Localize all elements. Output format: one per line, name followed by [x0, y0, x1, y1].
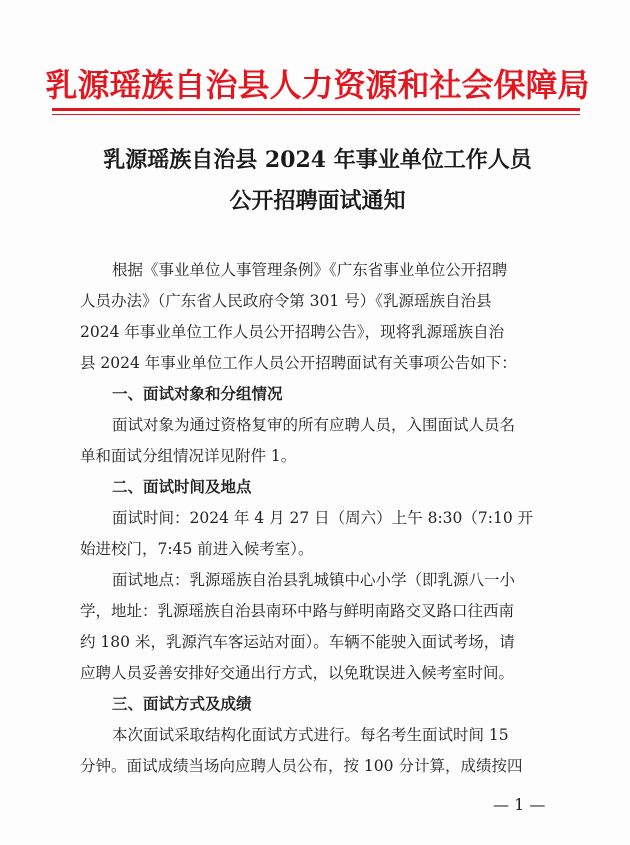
body-line: 应聘人员妥善安排好交通出行方式，以免耽误进入候考室时间。 — [80, 664, 515, 682]
body-line: 始进校门，7:45 前进入候考室）。 — [80, 540, 314, 558]
body-line: 分钟。面试成绩当场向应聘人员公布，按 100 分计算，成绩按四 — [80, 757, 523, 775]
page-number: — 1 — — [493, 795, 546, 814]
section-heading-3: 三、面试方式及成绩 — [112, 695, 252, 713]
section-heading-1: 一、面试对象和分组情况 — [112, 385, 283, 403]
body-line: 面试时间：2024 年 4 月 27 日（周六）上午 8:30（7:10 开 — [112, 509, 534, 527]
body-line: 学，地址：乳源瑶族自治县南环中路与鲜明南路交叉路口往西南 — [80, 602, 515, 620]
notice-title-line-1: 乳源瑶族自治县 2024 年事业单位工作人员 — [103, 147, 532, 173]
body-line: 面试对象为通过资格复审的所有应聘人员，入围面试人员名 — [112, 416, 516, 434]
body-line: 2024 年事业单位工作人员公开招聘公告》，现将乳源瑶族自治 — [80, 323, 505, 341]
body-line: 单和面试分组情况详见附件 1。 — [80, 447, 297, 465]
body-line: 人员办法》（广东省人民政府令第 301 号）《乳源瑶族自治县 — [80, 292, 492, 310]
body-line: 根据《事业单位人事管理条例》《广东省事业单位公开招聘 — [112, 261, 508, 279]
body-line: 本次面试采取结构化面试方式进行。每名考生面试时间 15 — [112, 726, 509, 744]
body-line: 县 2024 年事业单位工作人员公开招聘面试有关事项公告如下： — [80, 354, 517, 372]
body-line: 约 180 米，乳源汽车客运站对面）。车辆不能驶入面试考场，请 — [80, 633, 515, 651]
notice-title-line-2: 公开招聘面试通知 — [229, 188, 406, 214]
masthead-title: 乳源瑶族自治县人力资源和社会保障局 — [45, 66, 590, 104]
body-line: 面试地点：乳源瑶族自治县乳城镇中心小学（即乳源八一小 — [112, 571, 516, 589]
masthead-red-rule-thin — [52, 114, 580, 115]
masthead-red-rule-thick — [52, 108, 580, 111]
section-heading-2: 二、面试时间及地点 — [112, 478, 252, 496]
